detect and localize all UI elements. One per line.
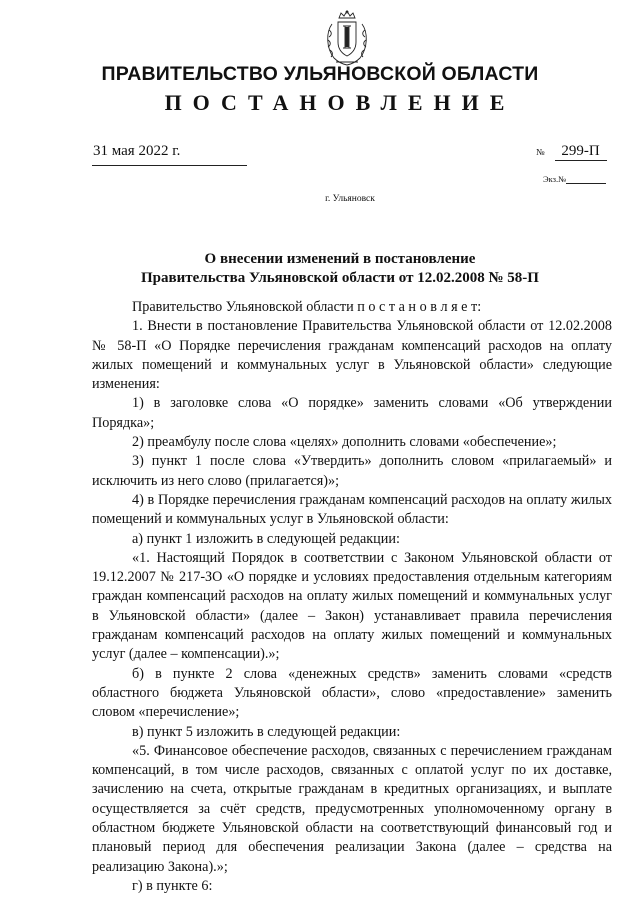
document-date: 31 мая 2022 г.: [93, 143, 181, 159]
paragraph: в) пункт 5 изложить в следующей редакции:: [132, 723, 401, 740]
heading-line-1: О внесении изменений в постановление: [204, 251, 476, 267]
coat-of-arms-emblem: [322, 10, 372, 68]
paragraph: а) пункт 1 изложить в следующей редакции:: [132, 530, 400, 547]
document-heading: [0, 250, 640, 288]
paragraph: «1. Настоящий Порядок в соответствии с Законом Ульяновской области от 19.12.2007 № 217-ЗО «О порядке и условиях предоставления отдельным категориям граждан компенсаций расходов на оплату жилых помещений и коммунальных услуг в Ульяновской области» (далее – Закон) устанавливает правила перечисления гражданам компенсаций расходов на оплату жилых помещений и коммунальных услуг (далее – компенсации).»;: [92, 549, 612, 663]
paragraph: 2) преамбулу после слова «целях» дополнить словами «обеспечение»;: [132, 434, 557, 451]
paragraph: 1) в заголовке слова «О порядке» заменить словами «Об утверждении Порядка»;: [92, 395, 612, 431]
paragraph: 3) пункт 1 после слова «Утвердить» дополнить словом «прилагаемый» и исключить из него слово (прилагается)»;: [92, 453, 612, 489]
copy-number: [543, 174, 606, 184]
number-prefix: №: [536, 147, 545, 157]
city: г. Ульяновск: [325, 194, 375, 204]
copy-number-blank: [566, 175, 606, 184]
document-number: [536, 142, 607, 161]
document-body: [92, 298, 612, 896]
paragraph: 1. Внести в постановление Правительства Ульяновской области от 12.02.2008 № 58-П «О Порядке перечисления гражданам компенсаций расходов на оплату жилых помещений и коммунальных услуг в Ульяновской области» следующие изменения:: [92, 318, 612, 393]
document-type: ПОСТАНОВЛЕНИЕ: [164, 90, 516, 115]
government-name: ПРАВИТЕЛЬСТВО УЛЬЯНОВСКОЙ ОБЛАСТИ: [101, 63, 539, 85]
heading-line-2: Правительства Ульяновской области от 12.02.2008 № 58-П: [141, 270, 539, 286]
paragraph: г) в пункте 6:: [132, 877, 213, 894]
paragraph: б) в пункте 2 слова «денежных средств» заменить словами «средств областного бюджета Ульяновской области», слово «предоставление» заменить словом «перечисление»;: [92, 665, 612, 721]
paragraph: «5. Финансовое обеспечение расходов, связанных с перечислением гражданам компенсаций, в том числе расходов, связанных с оплатой услуг по их доставке, зачислению на счета, открытые гражданам в кредитных организациях, и выплате осуществляется за счёт средств, предусмотренных уполномоченному органу в областном бюджете Ульяновской области на соответствующий финансовый год и плановый период для обеспечения реализации Закона (далее – средства на реализацию Закона).»;: [92, 742, 612, 875]
copy-label: Экз.№: [543, 174, 567, 184]
paragraph: 4) в Порядке перечисления гражданам компенсаций расходов на оплату жилых помещений и коммунальных услуг в Ульяновской области:: [92, 491, 612, 528]
number-value: 299-П: [555, 142, 607, 161]
date-underline: [92, 165, 247, 166]
paragraph: Правительство Ульяновской области п о с т а н о в л я е т:: [132, 299, 482, 315]
